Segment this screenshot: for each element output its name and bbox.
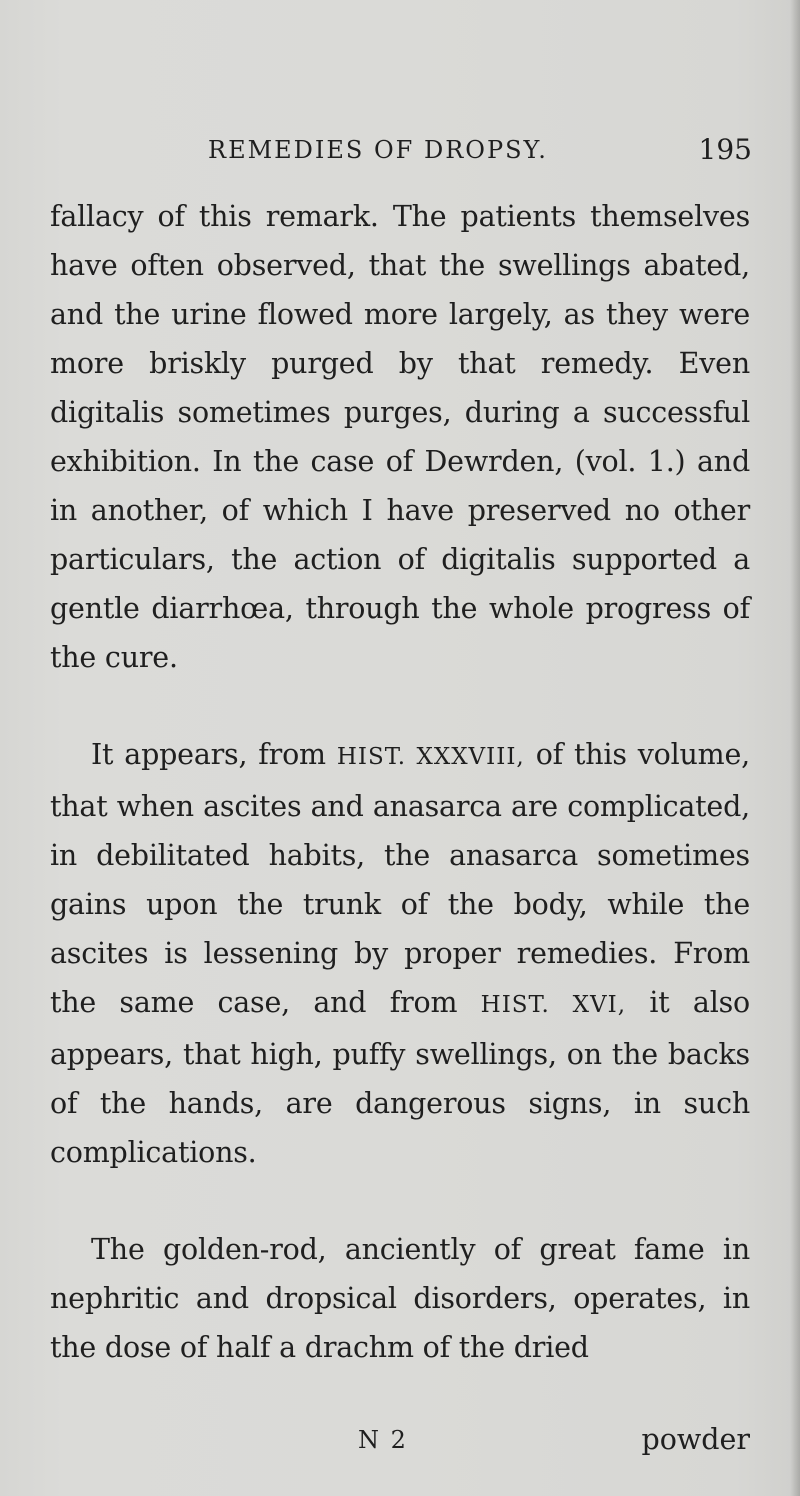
text-segment: It appears, from (91, 738, 337, 771)
paragraph-3 (50, 1225, 750, 1372)
signature-mark: N 2 (358, 1426, 408, 1454)
paragraph-2 (50, 730, 750, 1177)
page-footer (50, 1418, 750, 1462)
text-segment: of this volume, that when ascites and anasarca are complicated, in debilitated habits, the anasarca sometimes gains upon the trunk of the body, while the ascites is lessening by proper remedies. From the same case, and from (50, 738, 751, 1019)
text-segment: The golden-rod, anciently of great fame in nephritic and dropsical disorders, operates, in the dose of half a drachm of the dried (50, 1233, 750, 1364)
text-segment: it also appears, that high, puffy swellings, on the backs of the hands, are dangerous signs, in such complications. (50, 986, 750, 1169)
catchword: powder (641, 1423, 750, 1456)
history-reference: HIST. XXXVIII, (336, 744, 525, 770)
running-head (50, 130, 752, 170)
page-number: 195 (698, 133, 752, 166)
paragraph-1 (50, 192, 750, 682)
history-reference: HIST. XVI, (480, 992, 627, 1018)
text-segment: fallacy of this remark. The patients themselves have often observed, that the swellings abated, and the urine flowed more largely, as they were more briskly purged by that remedy. Even digitalis sometimes purges, during a successful exhibition. In the case of Dewrden, (vol. 1.) and in another, of which I have preserved no other particulars, the action of digitalis supported a gentle diarrhœa, through the whole progress of the cure. (50, 200, 750, 674)
page-edge-shadow (790, 0, 800, 1496)
running-title: REMEDIES OF DROPSY. (208, 136, 548, 164)
body-text (50, 192, 750, 1372)
